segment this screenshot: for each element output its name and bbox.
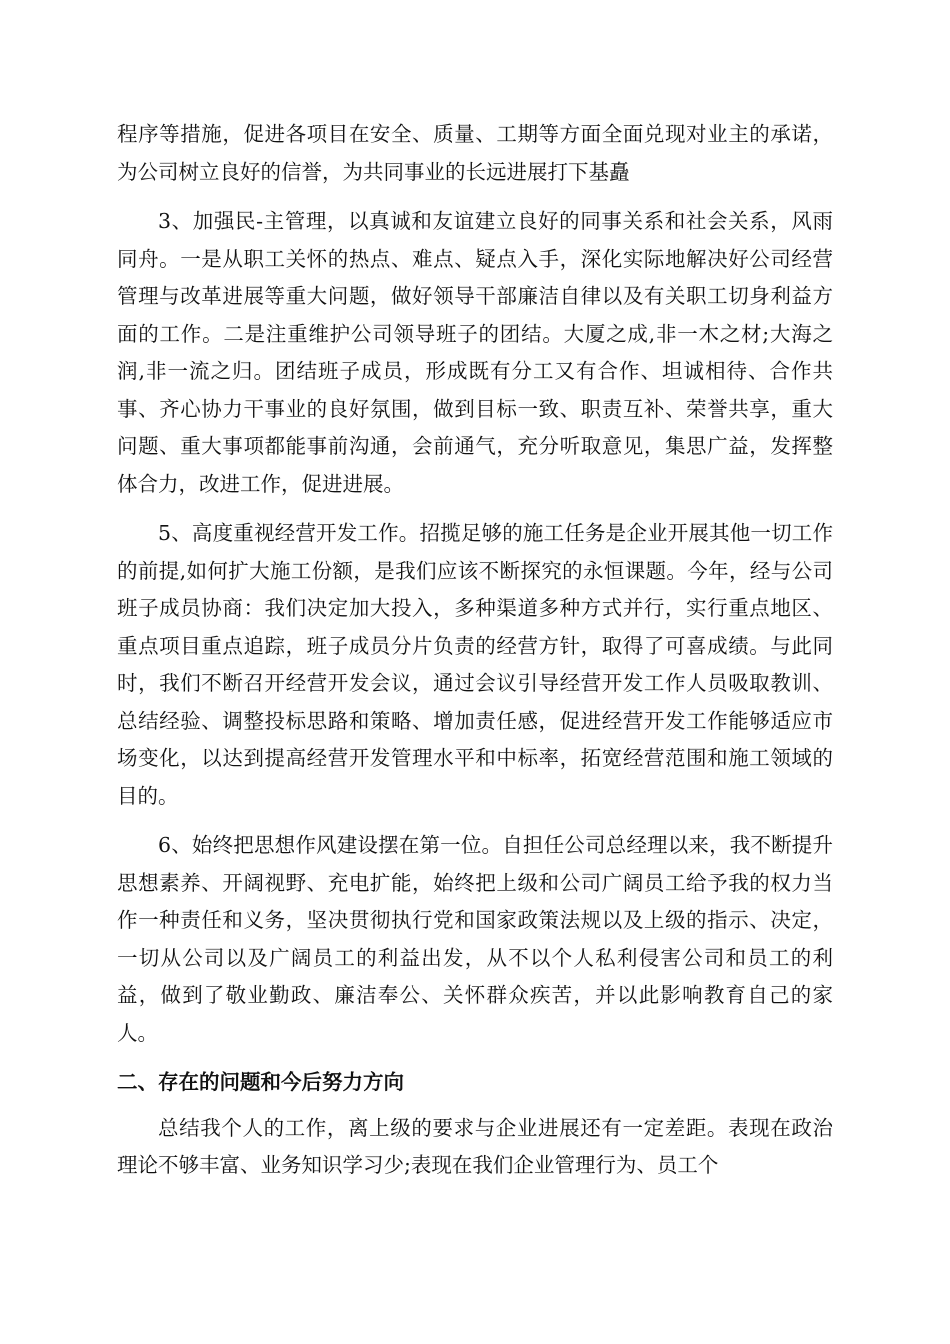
paragraph-item-3: 3、加强民-主管理，以真诚和友谊建立良好的同事关系和社会关系，风雨同舟。一是从职工关怀的热点、难点、疑点入手，深化实际地解决好公司经营管理与改革进展等重大问题，做好领导干部廉洁自律以及有关职工切身利益方面的工作。二是注重维护公司领导班子的团结。大厦之成,非一木之材;大海之润,非一流之归。团结班子成员，形成既有分工又有合作、坦诚相待、合作共事、齐心协力干事业的良好氛围，做到目标一致、职责互补、荣誉共享，重大问题、重大事项都能事前沟通，会前通气，充分听取意见，集思广益，发挥整体合力，改进工作，促进进展。 [117,209,833,496]
paragraph-item-6: 6、始终把思想作风建设摆在第一位。自担任公司总经理以来，我不断提升思想素养、开阔视野、充电扩能，始终把上级和公司广阔员工给予我的权力当作一种责任和义务，坚决贯彻执行党和国家政策法规以及上级的指示、决定，一切从公司以及广阔员工的利益出发，从不以个人私利侵害公司和员工的利益，做到了敬业勤政、廉洁奉公、关怀群众疾苦，并以此影响教育自己的家人。 [117,833,833,1045]
paragraph-summary: 总结我个人的工作，离上级的要求与企业进展还有一定差距。表现在政治理论不够丰富、业务知识学习少;表现在我们企业管理行为、员工个 [117,1115,833,1177]
section-heading: 二、存在的问题和今后努力方向 [117,1070,404,1094]
paragraph-item-5: 5、高度重视经营开发工作。招揽足够的施工任务是企业开展其他一切工作的前提,如何扩大施工份额，是我们应该不断探究的永恒课题。今年，经与公司班子成员协商：我们决定加大投入，多种渠道多种方式并行，实行重点地区、重点项目重点追踪，班子成员分片负责的经营方针，取得了可喜成绩。与此同时，我们不断召开经营开发会议，通过会议引导经营开发工作人员吸取教训、总结经验、调整投标思路和策略、增加责任感，促进经营开发工作能够适应市场变化，以达到提高经营开发管理水平和中标率，拓宽经营范围和施工领域的目的。 [117,521,833,808]
paragraph-continuation: 程序等措施，促进各项目在安全、质量、工期等方面全面兑现对业主的承诺，为公司树立良好的信誉，为共同事业的长远进展打下基矗 [117,122,833,184]
document-page [117,116,833,1197]
